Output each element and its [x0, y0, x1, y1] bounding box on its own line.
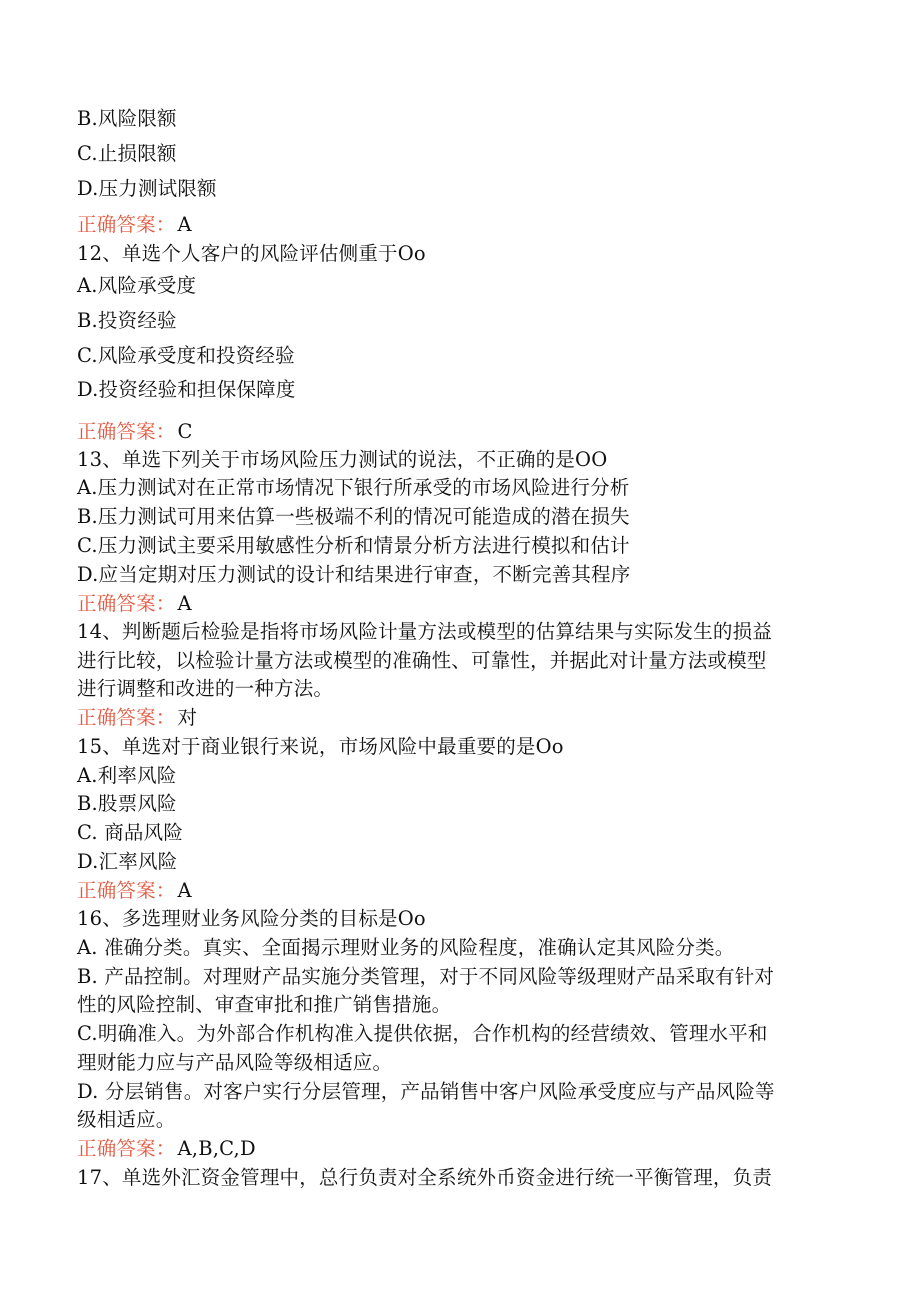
q16-answer — [77, 1137, 256, 1161]
q13-option-c: C.压力测试主要采用敏感性分析和情景分析方法进行模拟和估计 — [77, 534, 630, 557]
answer-value: A — [177, 213, 192, 236]
q16-stem: 16、多选理财业务风险分类的目标是Oo — [77, 907, 426, 930]
answer-label: 正确答案： — [77, 420, 176, 443]
q16-option-line: 性的风险控制、审查审批和推广销售措施。 — [77, 993, 452, 1016]
q15-option-b: B.股票风险 — [77, 792, 177, 815]
q17-stem: 17、单选外汇资金管理中，总行负责对全系统外币资金进行统一平衡管理，负责 — [77, 1166, 773, 1189]
q11-option-b: B.风险限额 — [77, 107, 177, 130]
answer-value: A — [177, 592, 192, 615]
q16-option-line: 理财能力应与产品风险等级相适应。 — [77, 1051, 393, 1074]
q13-stem: 13、单选下列关于市场风险压力测试的说法，不正确的是OO — [77, 448, 608, 471]
answer-label: 正确答案： — [77, 879, 176, 902]
q12-answer — [77, 420, 193, 444]
q16-option-line: C.明确准入。为外部合作机构准入提供依据，合作机构的经营绩效、管理水平和 — [77, 1022, 768, 1045]
q14-answer — [77, 706, 197, 730]
q12-option-b: B.投资经验 — [77, 309, 177, 332]
answer-value: C — [177, 420, 193, 443]
answer-label: 正确答案： — [77, 1137, 176, 1160]
q15-option-c: C. 商品风险 — [77, 821, 184, 844]
q12-option-c: C.风险承受度和投资经验 — [77, 344, 295, 367]
q12-option-d: D.投资经验和担保保障度 — [77, 378, 296, 401]
q14-stem-line-2: 进行比较，以检验计量方法或模型的准确性、可靠性，并据此对计量方法或模型 — [77, 649, 767, 672]
q13-option-a: A.压力测试对在正常市场情况下银行所承受的市场风险进行分析 — [77, 476, 630, 499]
answer-value: 对 — [177, 706, 198, 729]
q11-answer — [77, 213, 192, 237]
answer-label: 正确答案： — [77, 213, 176, 236]
q15-option-d: D.汇率风险 — [77, 850, 178, 873]
q16-option-line: A. 准确分类。真实、全面揭示理财业务的风险程度，准确认定其风险分类。 — [77, 936, 735, 959]
answer-label: 正确答案： — [77, 706, 176, 729]
q15-answer — [77, 879, 192, 903]
q16-option-line: D. 分层销售。对客户实行分层管理，产品销售中客户风险承受度应与产品风险等 — [77, 1080, 775, 1103]
q14-stem-line-1: 14、判断题后检验是指将市场风险计量方法或模型的估算结果与实际发生的损益 — [77, 620, 773, 643]
q13-option-d: D.应当定期对压力测试的设计和结果进行审查，不断完善其程序 — [77, 563, 631, 586]
q11-option-c: C.止损限额 — [77, 142, 177, 165]
q15-stem: 15、单选对于商业银行来说，市场风险中最重要的是Oo — [77, 735, 564, 758]
answer-label: 正确答案： — [77, 592, 176, 615]
answer-value: A,B,C,D — [177, 1137, 256, 1160]
q13-answer — [77, 592, 192, 616]
q16-option-line: 级相适应。 — [77, 1108, 176, 1131]
q12-option-a: A.风险承受度 — [77, 274, 197, 297]
q14-stem-line-3: 进行调整和改进的一种方法。 — [77, 677, 334, 700]
answer-value: A — [177, 879, 192, 902]
q15-option-a: A.利率风险 — [77, 764, 177, 787]
q13-option-b: B.压力测试可用来估算一些极端不利的情况可能造成的潜在损失 — [77, 505, 630, 528]
q11-option-d: D.压力测试限额 — [77, 177, 217, 200]
q16-option-line: B. 产品控制。对理财产品实施分类管理，对于不同风险等级理财产品采取有针对 — [77, 965, 775, 988]
q12-stem: 12、单选个人客户的风险评估侧重于Oo — [77, 242, 426, 265]
